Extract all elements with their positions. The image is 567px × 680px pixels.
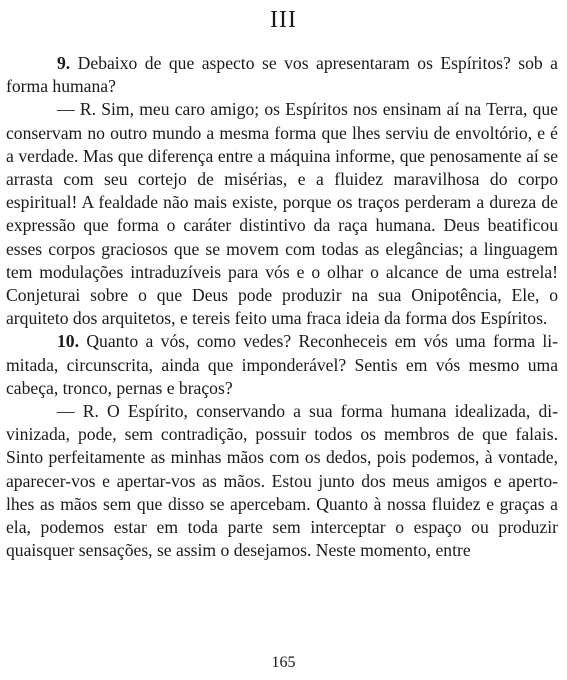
question-number: 9. <box>57 53 71 73</box>
page-number: 165 <box>271 654 296 671</box>
answer-9-paragraph <box>6 98 558 330</box>
question-10-paragraph <box>6 330 558 400</box>
page-body <box>6 52 558 562</box>
question-number: 10. <box>57 331 79 352</box>
answer-text: — R. Sim, meu caro amigo; os Espíritos nos ensinam aí na Terra, que conservam no outro mundo a mesma forma que lhes serviu de envoltório, e é a verdade. Mas que diferença entre a máquina informe, que penosamente aí se arrasta com seu cortejo de misérias, e a fluidez maravilhosa do corpo espiritual! A fealdade não mais existe, porque os traços perderam a dureza de expressão que forma o caráter distintivo da raça humana. Deus beatificou esses corpos graciosos que se movem com todas as elegâncias; a linguagem tem modulações intraduzíveis para vós e o olhar o alcance de uma estrela! Conjeturai sobre o que Deus pode produzir na sua Onipotência, Ele, o arquiteto dos arquitetos, e tereis feito uma fraca ideia da forma dos Espíritos. <box>6 99 558 329</box>
question-text: Debaixo de que aspecto se vos apresentaram os Espíritos? sob a forma humana? <box>6 53 558 97</box>
answer-text: — R. O Espírito, conservando a sua forma humana idealizada, divinizada, pode, sem contradição, possuir todos os membros de que falais. Sinto perfeitamente as minhas mãos com os dedos, pois podemos, à vontade, aparecer-vos e apertar-vos as mãos. Estou junto dos meus amigos e aperto-lhes as mãos sem que disso se apercebam. Quanto à nossa fluidez e graças a ela, podemos estar em toda parte sem interceptar o espaço ou produzir quaisquer sensações, se assim o desejamos. Neste momento, entre <box>6 401 558 561</box>
question-9-paragraph <box>6 52 558 98</box>
answer-10-paragraph <box>6 400 558 562</box>
chapter-heading: III <box>270 7 297 33</box>
question-text: Quanto a vós, como vedes? Reconheceis em vós uma forma limitada, circunscrita, ainda que imponderável? Sentis em vós mesmo uma cabeça, tronco, pernas e braços? <box>6 331 558 398</box>
